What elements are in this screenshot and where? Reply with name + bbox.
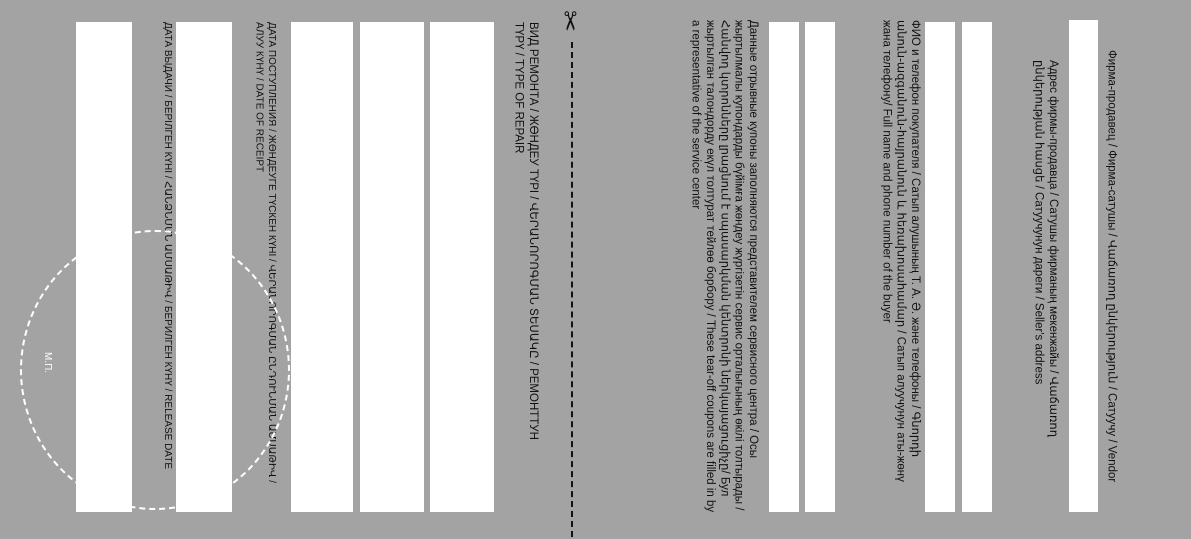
repair-type-field-3[interactable] (430, 22, 494, 512)
address-field-1[interactable] (925, 22, 955, 512)
stamp-area (20, 230, 290, 510)
scissors-icon: ✂ (554, 10, 585, 32)
release-date-label: ДАТА ВЫДАЧИ / БЕРІЛГЕН КҮНІ / ՀԱՆՁՆՄԱՆ ԱՄՍԱԹԻՎ / БЕРИЛГЕН КҮНҮ / RELEASE DATE (162, 22, 173, 470)
address-label: Адрес фирмы-продавца / Сатушы фирманың мекенжайы / Վաճառող ընկերության հասցե / Сатуучунун дареги / Seller's address (1032, 60, 1059, 438)
repair-type-field-1[interactable] (291, 22, 353, 512)
buyer-label: ФИО и телефон покупателя / Сатып алушының Т. А. Ә. және телефоны / Գնորդի անուն-ազգանուն-հայրանուն և հեռախոսահամար / Сатып алуучунун аты-жөнү жана телефону/ Full name and phone number of the buyer (880, 20, 921, 482)
seller-label: Фирма-продавец / Фирма-сатушы / Վաճառող ընկերություն / Сатуучу / Vendor (1105, 50, 1118, 483)
repair-type-field-2[interactable] (360, 22, 424, 512)
stamp-label: М.П. (42, 352, 53, 374)
address-field-2[interactable] (962, 22, 992, 512)
service-center-note: Данные отрывные купоны заполняются представителем сервисного центра / Осы жыртылмалы купондарды бүйімға жөндеу жүргізетін сервис орталығының өкілі толтырады / Հանվող կտրոնները լրացնում է սպասարկման կենտրոնի ներկայացուցիչը/ Бул жыртылган талондорду екүл толтурат тейлөө борбору / These tear-off coupons are filled in by a representative of the service center (689, 20, 759, 513)
repair-type-label: ВИД РЕМОНТА / ЖӨНДЕУ ТҮРІ / ՎԵՐԱՆՈՐՈԳՄԱՆ ՏԵՍԱԿԸ / РЕМОНТТУН ТҮРҮ / TYPE OF REPAIR (512, 22, 539, 440)
buyer-field-1[interactable] (769, 22, 799, 512)
receipt-date-label: ДАТА ПОСТУПЛЕНИЯ / ЖӨНДЕУГЕ ТҮСКЕН КҮНІ / ՎԵՐԱՆՈՐՈԳՄԱՆ ԸՆԴՈՒՆՄԱՆ ԱՄՍԱԹԻՎ / АЛУУ КҮНҮ / DATE OF RECEIPT (253, 22, 277, 484)
seller-field[interactable] (1069, 20, 1098, 512)
cut-line (571, 42, 573, 537)
buyer-field-2[interactable] (805, 22, 835, 512)
